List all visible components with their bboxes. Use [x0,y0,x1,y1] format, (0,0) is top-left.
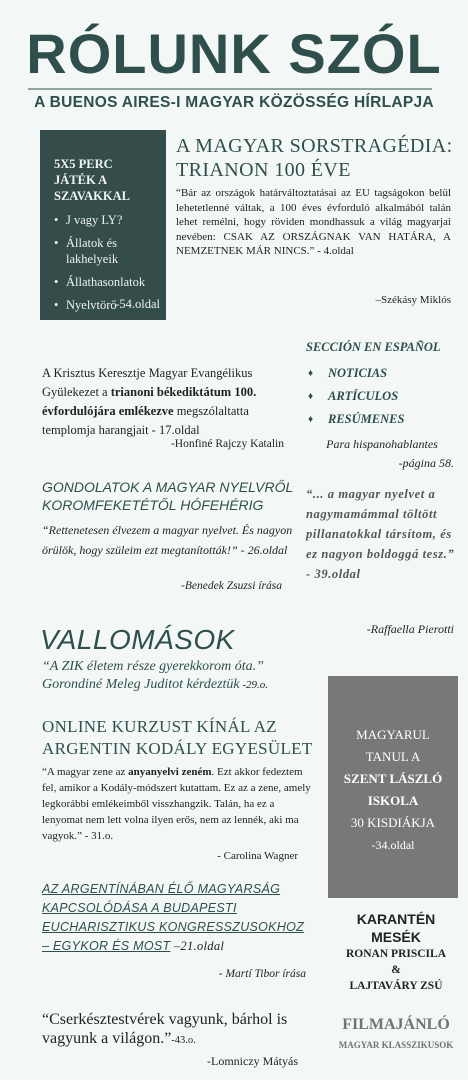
film-recommendation-title[interactable]: FILMAJÁNLÓ [342,1016,450,1033]
krisztus-text-bold: trianoni békediktátum 100. évfordulójára emlékezve [42,385,257,418]
scout-quote[interactable] [42,1010,320,1050]
spanish-section-item: ♦ ARTÍCULOS [306,385,458,408]
karanten-ampersand: & [391,964,401,976]
trianon-heading[interactable]: A MAGYAR SORSTRAGÉDIA: TRIANON 100 ÉVE [176,135,453,181]
szent-laszlo-school: SZENT LÁSZLÓ [343,771,443,786]
masthead-subtitle: A BUENOS AIRES-I MAGYAR KÖZÖSSÉG HÍRLAPJA [34,94,434,111]
trianon-author: –Székásy Miklós [375,294,451,306]
scout-page: -43.o. [171,1035,196,1046]
zik-page: -29.o. [239,679,269,691]
masthead-title: RÓLUNK SZÓL [26,22,442,85]
krisztus-text-end: megszólaltatta templomja harangjait - 17.oldal [42,404,249,437]
masthead-divider [28,88,432,90]
scout-author: -Lomniczy Mátyás [207,1054,298,1068]
zik-subline: Gorondiné Meleg Juditot kérdeztük [42,677,240,692]
kodaly-quote-end: . Ezt akkor fedeztem fel, amikor a Kodály-módszert kutattam. Ez az a zene, amely legkorábbi emlékeimből visszhangzik. Talán, ha ez a lenyomat nem lett volna ilyen erős, nem az lennék, aki ma vagyok.” - 31.o. [42,766,311,842]
word-games-title: 5X5 PERC JÁTÉK A SZAVAKKAL [54,157,130,203]
spanish-section-heading[interactable]: SECCIÓN EN ESPAÑOL [306,340,441,354]
szent-laszlo-line: TANUL A [365,749,421,764]
vallomasok-heading[interactable]: VALLOMÁSOK [40,624,235,655]
word-games-item: • J vagy LY? [54,212,156,228]
word-games-item: • Nyelvtörő [54,297,156,313]
gondolatok-quote: “Rettenetesen élvezem a magyar nyelvet. És nagyon örülök, hogy szüleim ezt megtanították!” - 26.oldal [42,523,293,557]
eucharistic-heading: AZ ARGENTÍNÁBAN ÉLŐ MAGYARSÁG KAPCSOLÓDÁSA A BUDAPESTI EUCHARISZTIKUS KONGRESSZUSOKHOZ – EGYKOR ÉS MOST [42,882,305,953]
kodaly-quote [42,764,312,844]
spanish-section-list [306,362,458,431]
karanten-author: LAJTAVÁRY ZSÚ [349,980,443,992]
szent-laszlo-line: MAGYARUL [356,727,430,742]
magyar-nyelv-author: -Raffaella Pierotti [366,622,454,636]
spanish-section-item: ♦ RESÚMENES [306,408,458,431]
kodaly-heading[interactable]: ONLINE KURZUST KÍNÁL AZ ARGENTIN KODÁLY EGYESÜLET [42,717,313,758]
spanish-section-page: -página 58. [398,456,454,470]
eucharistic-article[interactable] [42,880,310,956]
gondolatok-heading[interactable]: GONDOLATOK A MAGYAR NYELVRŐL KOROMFEKETÉTŐL HÓFEHÉRIG [42,479,294,513]
szent-laszlo-box[interactable] [328,676,458,898]
karanten-title: KARANTÉN [356,911,436,927]
karanten-title-2: MESÉK [371,929,421,945]
karanten-author: RONAN PRISCILA [346,948,446,960]
gondolatok-author: -Benedek Zsuzsi írása [181,580,282,592]
spanish-section-note: Para hispanohablantes [326,437,438,451]
magyar-nyelv-quote[interactable]: “... a magyar nyelvet a nagymamámmal töltött pillanatokkal társítom, és ez nagyon boldoggá tesz.” - 39.oldal [306,487,455,581]
zik-interview[interactable] [42,658,322,694]
trianon-excerpt: “Bár az országok határváltoztatásai az EU tagságokon belül lehetetlenné váltak, a 100 éves évforduló alkalmából talán lehet remélni, hogy röviden mondhassuk a világ magyarjai nevében: CSAK AZ ORSZÁGNAK VAN HATÁRA, A NEMZETNEK MÁR NINCS.” - 4.oldal [176,187,451,257]
krisztus-article[interactable] [42,364,294,440]
eucharistic-author: - Martí Tibor írása [218,968,306,980]
film-recommendation-subtitle: MAGYAR KLASSZIKUSOK [338,1040,454,1050]
word-games-page: -54.oldal [115,297,160,311]
spanish-section-item: ♦ NOTICIAS [306,362,458,385]
szent-laszlo-line: 30 KISDIÁKJA [350,815,436,830]
kodaly-quote-bold: anyanyelvi zeném [128,766,212,778]
scout-quote-text: “Cserkésztestvérek vagyunk, bárhol is vagyunk a világon.” [42,1011,288,1047]
word-games-item: • Állatok és lakhelyeik [54,235,156,267]
word-games-item: • Állathasonlatok [54,274,156,290]
karanten-block[interactable] [330,910,462,994]
zik-quote-text: “A ZIK életem része gyerekkorom óta.” [42,659,264,674]
krisztus-text: A Krisztus Keresztje Magyar Evangélikus Gyülekezet a [42,366,253,399]
krisztus-author: -Honfiné Rajczy Katalin [170,438,284,450]
word-games-box[interactable] [40,130,166,320]
kodaly-author: - Carolina Wagner [217,850,298,862]
eucharistic-page: –21.oldal [170,939,225,953]
szent-laszlo-page: -34.oldal [371,838,415,852]
szent-laszlo-school: ISKOLA [367,793,419,808]
kodaly-quote-text: “A magyar zene az [42,766,129,778]
